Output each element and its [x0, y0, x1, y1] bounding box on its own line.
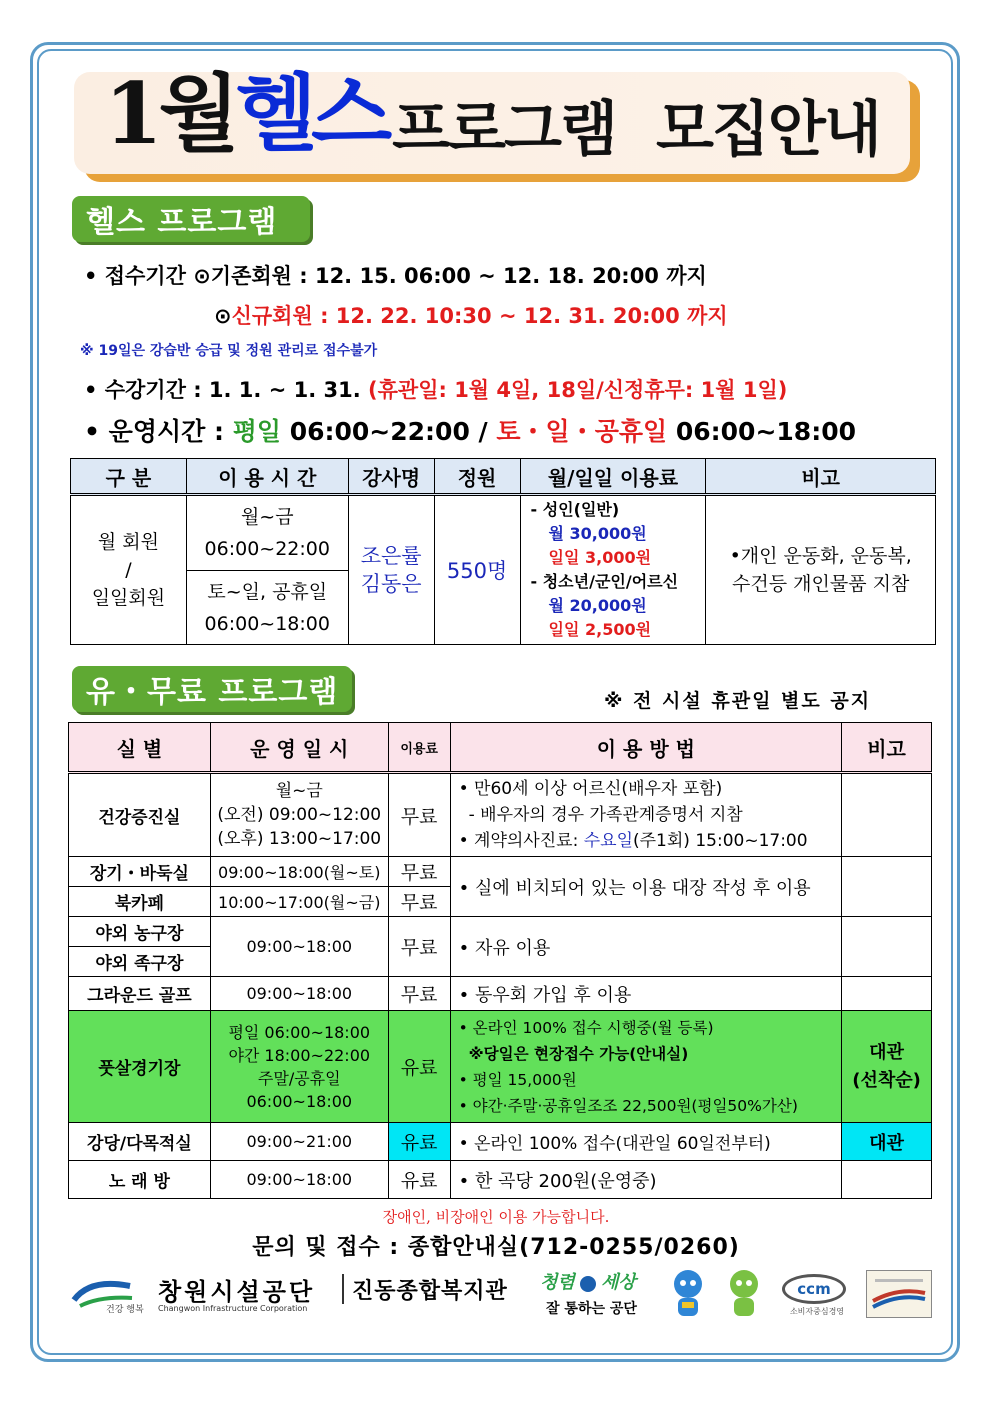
header-time: 이 용 시 간 — [186, 459, 348, 495]
slogan-mid: 세상 — [600, 1272, 636, 1293]
method-futsal-4: • 야간·주말·공휴일조조 22,500원(평일50%가산) — [458, 1096, 798, 1115]
time-futsal-4: 06:00~18:00 — [246, 1091, 353, 1111]
time-futsal — [210, 1011, 388, 1123]
cityhall-logo-icon — [70, 1272, 144, 1320]
hours-weekend: 토・일・공휴일 — [496, 417, 668, 446]
fee-baduk: 무료 — [388, 857, 450, 887]
time-weekday-days: 월~금 — [240, 506, 294, 528]
hours-weekend-time: 06:00~18:00 — [675, 417, 856, 446]
slogan-logo — [540, 1268, 660, 1318]
section-free-paid-program: 유・무료 프로그램 — [72, 666, 352, 712]
reception-new-line — [214, 300, 728, 330]
welfare-center: 진동종합복지관 — [352, 1279, 508, 1304]
table-row — [69, 1161, 932, 1199]
page-title — [74, 64, 910, 174]
reception-new: 신규회원 : 12. 22. 10:30 ~ 12. 31. 20:00 까지 — [231, 304, 728, 328]
course-label: • 수강기간 : 1. 1. ~ 1. 31. — [84, 378, 361, 402]
time-weekend — [186, 571, 348, 645]
fee-adult-month: 월 30,000원 — [548, 524, 647, 543]
header-note: 비고 — [842, 723, 932, 773]
title-month: 1월 — [104, 64, 236, 163]
instructor-2: 김동은 — [360, 572, 422, 596]
room-futsal: 풋살경기장 — [69, 1011, 211, 1123]
time-weekday-hours: 06:00~22:00 — [204, 538, 330, 560]
reception-label: • 접수기간 ⊙ — [84, 264, 211, 288]
category-slash: / — [125, 559, 132, 581]
time-auditorium: 09:00~21:00 — [210, 1123, 388, 1161]
org-name: 창원시설공단 — [158, 1278, 316, 1306]
time-weekday — [186, 495, 348, 571]
time-ground-golf: 09:00~18:00 — [210, 977, 388, 1011]
slogan-bottom: 잘 통하는 공단 — [546, 1301, 637, 1317]
method-futsal-3: • 평일 15,000원 — [458, 1070, 577, 1089]
remark-line-1: •개인 운동화, 운동복, — [729, 545, 912, 567]
header-instructor: 강사명 — [348, 459, 434, 495]
reception-note: ※ 19일은 강습반 승급 및 정원 관리로 접수불가 — [80, 343, 378, 359]
header-schedule: 운 영 일 시 — [210, 723, 388, 773]
time-health-pm: (오후) 13:00~17:00 — [217, 829, 382, 849]
room-baduk: 장기・바둑실 — [69, 857, 211, 887]
note-futsal-1: 대관 — [869, 1041, 904, 1063]
hours-label: • 운영시간 : — [84, 417, 224, 446]
slogan-top: 청렴 — [540, 1272, 575, 1293]
operating-hours-line — [84, 412, 856, 448]
mascot-green-icon — [724, 1268, 764, 1322]
logo-small-text: 건강 행복 — [106, 1305, 144, 1315]
instructors — [348, 495, 434, 645]
ccm-sub-text: 소비자중심경영 — [789, 1307, 845, 1316]
table-header-row — [69, 723, 932, 773]
contact-info: 문의 및 접수 : 종합안내실(712-0255/0260) — [252, 1235, 740, 1260]
reception-existing: 기존회원 : 12. 15. 06:00 ~ 12. 18. 20:00 까지 — [210, 264, 707, 288]
certificate-icon — [866, 1270, 932, 1318]
member-category — [71, 495, 187, 645]
category-daily: 일일회원 — [91, 587, 166, 609]
remark-line-2: 수건등 개인물품 지참 — [732, 573, 910, 595]
section-health-program: 헬스 프로그램 — [72, 196, 310, 242]
remark-cell — [706, 495, 936, 645]
note-futsal-2: (선착순) — [852, 1069, 921, 1091]
method-health — [450, 773, 841, 857]
time-futsal-3: 주말/공휴일 — [257, 1068, 341, 1088]
fee-youth-day: 일일 2,500원 — [548, 620, 652, 639]
room-karaoke: 노 래 방 — [69, 1161, 211, 1199]
category-monthly: 월 회원 — [97, 531, 159, 553]
fee-health: 무료 — [388, 773, 450, 857]
table-row — [69, 857, 932, 887]
fee-adult-day: 일일 3,000원 — [548, 548, 652, 567]
ccm-text: ccm — [782, 1274, 846, 1304]
note-health — [842, 773, 932, 857]
ccm-logo — [782, 1274, 852, 1322]
header-room: 실 별 — [69, 723, 211, 773]
time-weekend-days: 토~일, 공휴일 — [207, 580, 328, 603]
fee-futsal: 유료 — [388, 1011, 450, 1123]
method-health-3 — [459, 828, 841, 854]
accessibility-note: 장애인, 비장애인 이용 가능합니다. — [382, 1208, 610, 1226]
room-jokgu: 야외 족구장 — [69, 947, 211, 977]
title-program: 프로그램 — [392, 95, 616, 165]
time-health-am: (오전) 09:00~12:00 — [217, 805, 382, 825]
method-health-3a: • 계약의사진료: — [458, 831, 584, 851]
method-futsal-2: ※당일은 현장접수 가능(안내실) — [468, 1044, 689, 1063]
note-outdoor — [842, 917, 932, 977]
table-row — [71, 495, 936, 571]
time-baduk: 09:00~18:00(월~토) — [210, 857, 388, 887]
health-fee-table — [70, 458, 936, 645]
time-health — [210, 773, 388, 857]
heart-icon — [580, 1276, 596, 1292]
mascot-blue-icon — [668, 1268, 708, 1322]
method-outdoor: • 자유 이용 — [450, 917, 841, 977]
method-ground-golf: • 동우회 가입 후 이용 — [450, 977, 841, 1011]
fee-ground-golf: 무료 — [388, 977, 450, 1011]
header-category: 구 분 — [71, 459, 187, 495]
room-health: 건강증진실 — [69, 773, 211, 857]
instructor-1: 조은률 — [360, 544, 422, 568]
divider — [342, 1274, 344, 1304]
time-outdoor: 09:00~18:00 — [210, 917, 388, 977]
fee-youth-month: 월 20,000원 — [548, 596, 647, 615]
fee-adult: - 성인(일반) — [530, 500, 620, 519]
fee-cell — [520, 495, 706, 645]
hours-weekday-time: 06:00~22:00 / — [289, 417, 488, 446]
fee-bookcafe: 무료 — [388, 887, 450, 917]
fee-youth: - 청소년/군인/어르신 — [530, 572, 679, 591]
org-name-en: Changwon Infrastructure Corporation — [158, 1304, 308, 1313]
method-health-3c: (주1회) 15:00~17:00 — [633, 831, 808, 851]
capacity: 550명 — [434, 495, 520, 645]
method-futsal — [450, 1011, 841, 1123]
time-futsal-2: 야간 18:00~22:00 — [228, 1045, 371, 1065]
note-futsal — [842, 1011, 932, 1123]
header-capacity: 정원 — [434, 459, 520, 495]
hours-weekday: 평일 — [232, 417, 282, 446]
reception-existing-line — [84, 260, 707, 290]
room-bookcafe: 북카페 — [69, 887, 211, 917]
method-health-1: • 만60세 이상 어르신(배우자 포함) — [458, 779, 723, 799]
table-row — [69, 917, 932, 947]
method-auditorium: • 온라인 100% 접수(대관일 60일전부터) — [450, 1123, 841, 1161]
course-closed: (휴관일: 1월 4일, 18일/신정휴무: 1월 1일) — [368, 378, 788, 402]
time-bookcafe: 10:00~17:00(월~금) — [210, 887, 388, 917]
table-row — [69, 773, 932, 857]
header-usage-fee: 이용료 — [388, 723, 450, 773]
header-fee: 월/일일 이용료 — [520, 459, 706, 495]
fee-outdoor: 무료 — [388, 917, 450, 977]
footer-logos — [70, 1268, 940, 1328]
header-method: 이 용 방 법 — [450, 723, 841, 773]
table-row — [69, 1123, 932, 1161]
title-recruit: 모집안내 — [655, 95, 880, 165]
note-ground-golf — [842, 977, 932, 1011]
table-row — [69, 977, 932, 1011]
facility-table — [68, 722, 932, 1199]
method-futsal-1: • 온라인 100% 접수 시행중(월 등록) — [458, 1018, 714, 1037]
fee-auditorium: 유료 — [388, 1123, 450, 1161]
note-baduk-cafe — [842, 857, 932, 917]
room-basketball: 야외 농구장 — [69, 917, 211, 947]
room-ground-golf: 그라운드 골프 — [69, 977, 211, 1011]
method-karaoke: • 한 곡당 200원(운영중) — [450, 1161, 841, 1199]
facility-closed-notice: ※ 전 시설 휴관일 별도 공지 — [604, 690, 872, 712]
time-futsal-1: 평일 06:00~18:00 — [228, 1022, 371, 1042]
course-period-line — [84, 374, 787, 404]
title-health: 헬스 — [235, 64, 387, 163]
time-weekend-hours: 06:00~18:00 — [204, 612, 330, 635]
time-health-days: 월~금 — [275, 781, 323, 801]
table-row — [69, 1011, 932, 1123]
header-remark: 비고 — [706, 459, 936, 495]
method-health-2: - 배우자의 경우 가족관계증명서 지참 — [468, 805, 743, 825]
method-baduk-cafe: • 실에 비치되어 있는 이용 대장 작성 후 이용 — [450, 857, 841, 917]
note-karaoke — [842, 1161, 932, 1199]
time-karaoke: 09:00~18:00 — [210, 1161, 388, 1199]
table-header-row — [71, 459, 936, 495]
fee-karaoke: 유료 — [388, 1161, 450, 1199]
method-health-3b: 수요일 — [583, 831, 633, 851]
note-auditorium: 대관 — [842, 1123, 932, 1161]
reception-new-prefix: ⊙ — [214, 304, 232, 328]
room-auditorium: 강당/다목적실 — [69, 1123, 211, 1161]
